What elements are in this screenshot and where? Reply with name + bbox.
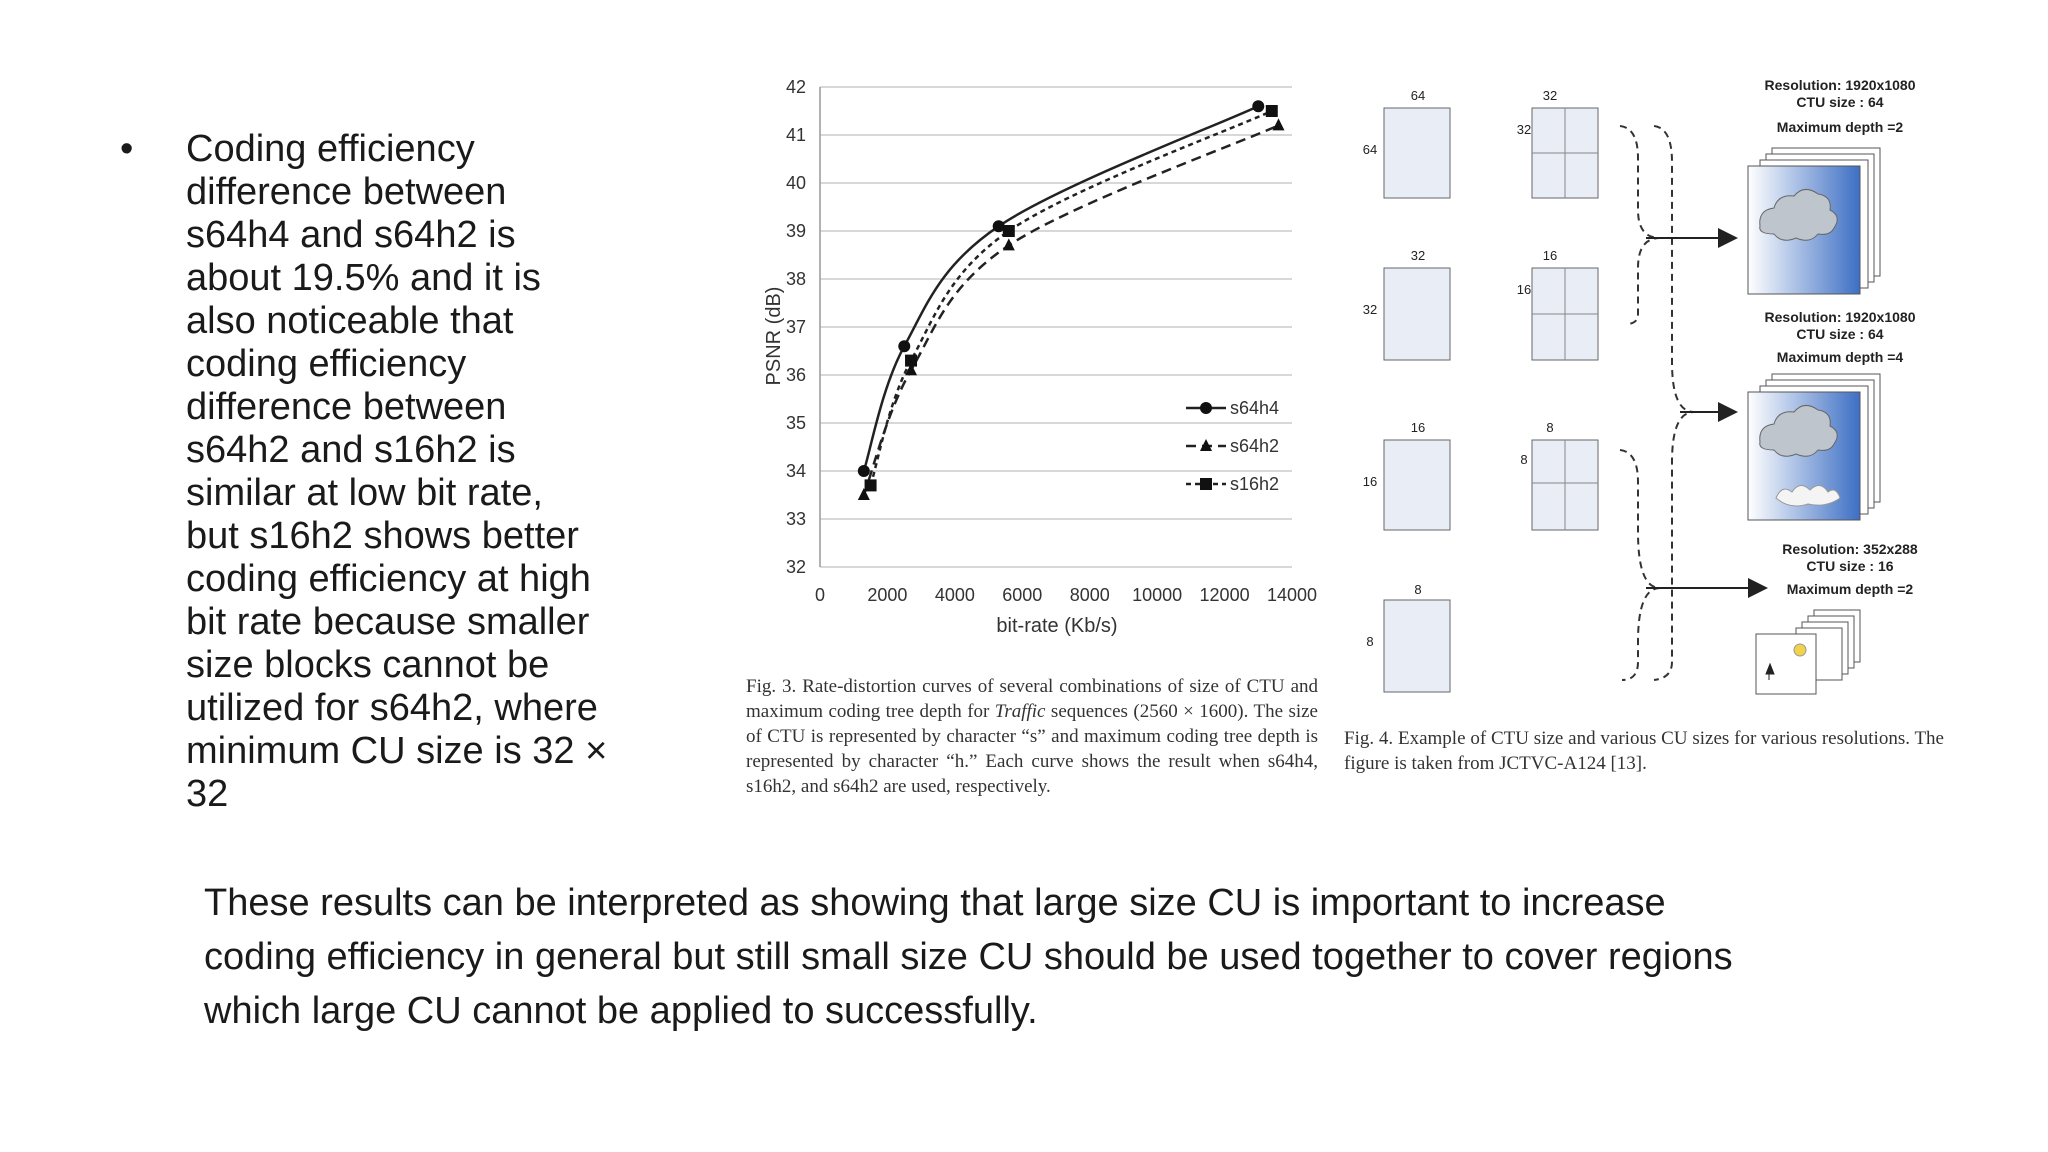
brace-dashed: [1620, 126, 1660, 324]
config2-depth: Maximum depth =4: [1776, 349, 1904, 365]
image-stack-1: [1748, 148, 1880, 294]
config2-ctu: CTU size : 64: [1796, 326, 1884, 342]
split-side-label-32: 32: [1516, 122, 1532, 137]
block-label-32: 32: [1410, 248, 1426, 263]
image-stack-3: [1756, 610, 1860, 694]
y-tick-label: 35: [785, 413, 806, 433]
x-tick-label: 14000: [1266, 585, 1318, 605]
chart-x-label: bit-rate (Kb/s): [996, 615, 1118, 637]
y-tick-label: 32: [785, 557, 806, 577]
series-s64h2: [858, 118, 1285, 500]
chart-x-ticks: [815, 585, 1317, 605]
config3-resolution: Resolution: 352x288: [1782, 541, 1918, 557]
x-tick-label: 4000: [934, 585, 975, 605]
block-side-label-8: 8: [1366, 634, 1374, 649]
cu-block-16: [1384, 440, 1450, 530]
block-label-8: 8: [1414, 582, 1422, 597]
y-tick-label: 33: [785, 509, 806, 529]
chart-y-ticks: [786, 77, 806, 577]
y-tick-label: 42: [785, 77, 806, 97]
data-point-s16h2: [1266, 105, 1278, 117]
y-tick-label: 41: [785, 125, 806, 145]
fig3-caption-italic: Traffic: [994, 701, 1046, 722]
x-tick-label: 8000: [1069, 585, 1110, 605]
cu-block-64: [1384, 108, 1450, 198]
legend-marker-s16h2: [1200, 478, 1212, 490]
cu-block-32: [1384, 268, 1450, 360]
config1-depth: Maximum depth =2: [1776, 119, 1904, 135]
split-label-32: 32: [1542, 88, 1558, 103]
series-line-s64h2: [864, 125, 1279, 495]
block-side-label-64: 64: [1362, 142, 1378, 157]
x-tick-label: 12000: [1199, 585, 1250, 605]
x-tick-label: 10000: [1132, 585, 1183, 605]
legend-label-s64h2: s64h2: [1230, 436, 1280, 456]
cu-block-8: [1384, 600, 1450, 692]
y-tick-label: 37: [785, 317, 806, 337]
y-tick-label: 40: [785, 173, 806, 193]
block-side-label-32: 32: [1362, 302, 1378, 317]
y-tick-label: 39: [785, 221, 806, 241]
data-point-s16h2: [865, 479, 877, 491]
block-label-64: 64: [1410, 88, 1426, 103]
legend-label-s64h4: s64h4: [1230, 398, 1280, 418]
brace-dashed: [1620, 450, 1660, 680]
y-tick-label: 38: [785, 269, 806, 289]
block-side-label-16: 16: [1362, 474, 1378, 489]
chart-series-group: [858, 100, 1285, 500]
fig4-caption: Fig. 4. Example of CTU size and various CU sizes for various resolutions. The figure is taken from JCTVC-A124 [13].: [1344, 728, 1944, 774]
data-point-s16h2: [1003, 225, 1015, 237]
config3-depth: Maximum depth =2: [1786, 581, 1914, 597]
x-tick-label: 2000: [867, 585, 908, 605]
chart-legend: [1186, 398, 1279, 494]
split-label-16: 16: [1542, 248, 1558, 263]
legend-marker-s64h4: [1200, 402, 1212, 414]
chart-grid: [820, 87, 1292, 567]
y-tick-label: 34: [785, 461, 806, 481]
block-label-16: 16: [1410, 420, 1426, 435]
bullet-text: Coding efficiency difference between s64h4 and s64h2 is about 19.5% and it is also noticeable that coding efficiency difference between s64h2 and s16h2 is similar at low bit rate, but s16h2 shows better coding efficiency at high bit rate because smaller size blocks cannot be utilized for s64h2, where minimum CU size is 32 × 32: [186, 128, 608, 815]
image-stack-2: [1748, 374, 1880, 520]
data-point-s64h4: [858, 465, 870, 477]
fig3-caption: Fig. 3. Rate-distortion curves of several combinations of size of CTU and maximum coding tree depth for Traffic sequences (2560 × 1600). The size of CTU is represented by character “s” and maximum coding tree depth is represented by character “h.” Each curve shows the result when s64h4, s16h2, and s64h2 are used, respectively.: [746, 676, 1318, 797]
rd-curve-chart: [740, 60, 1320, 640]
config2-resolution: Resolution: 1920x1080: [1764, 309, 1916, 325]
split-side-label-16: 16: [1516, 282, 1532, 297]
sun-icon: [1794, 644, 1806, 656]
data-point-s64h2: [1003, 238, 1015, 250]
conclusion-text: These results can be interpreted as showing that large size CU is important to increase coding efficiency in general but still small size CU should be used together to cover regions which large CU cannot be applied to successfully.: [204, 882, 1733, 1032]
data-point-s64h4: [898, 340, 910, 352]
split-label-8: 8: [1546, 420, 1554, 435]
chart-y-label: PSNR (dB): [763, 286, 785, 386]
x-tick-label: 6000: [1002, 585, 1043, 605]
series-line-s64h4: [864, 106, 1258, 471]
cu-size-diagram: [1344, 62, 1944, 702]
config1-resolution: Resolution: 1920x1080: [1764, 77, 1916, 93]
split-side-label-8: 8: [1520, 452, 1528, 467]
series-s16h2: [865, 105, 1278, 491]
bullet-block: [120, 128, 664, 816]
data-point-s64h4: [1252, 100, 1264, 112]
brace-dashed: [1654, 126, 1694, 680]
series-s64h4: [858, 100, 1264, 477]
config3-ctu: CTU size : 16: [1806, 558, 1894, 574]
data-point-s16h2: [905, 355, 917, 367]
config1-ctu: CTU size : 64: [1796, 94, 1884, 110]
x-tick-label: 0: [814, 585, 826, 605]
legend-label-s16h2: s16h2: [1230, 474, 1280, 494]
data-point-s64h2: [1273, 118, 1285, 130]
y-tick-label: 36: [785, 365, 806, 385]
bullet-symbol: •: [120, 128, 134, 170]
